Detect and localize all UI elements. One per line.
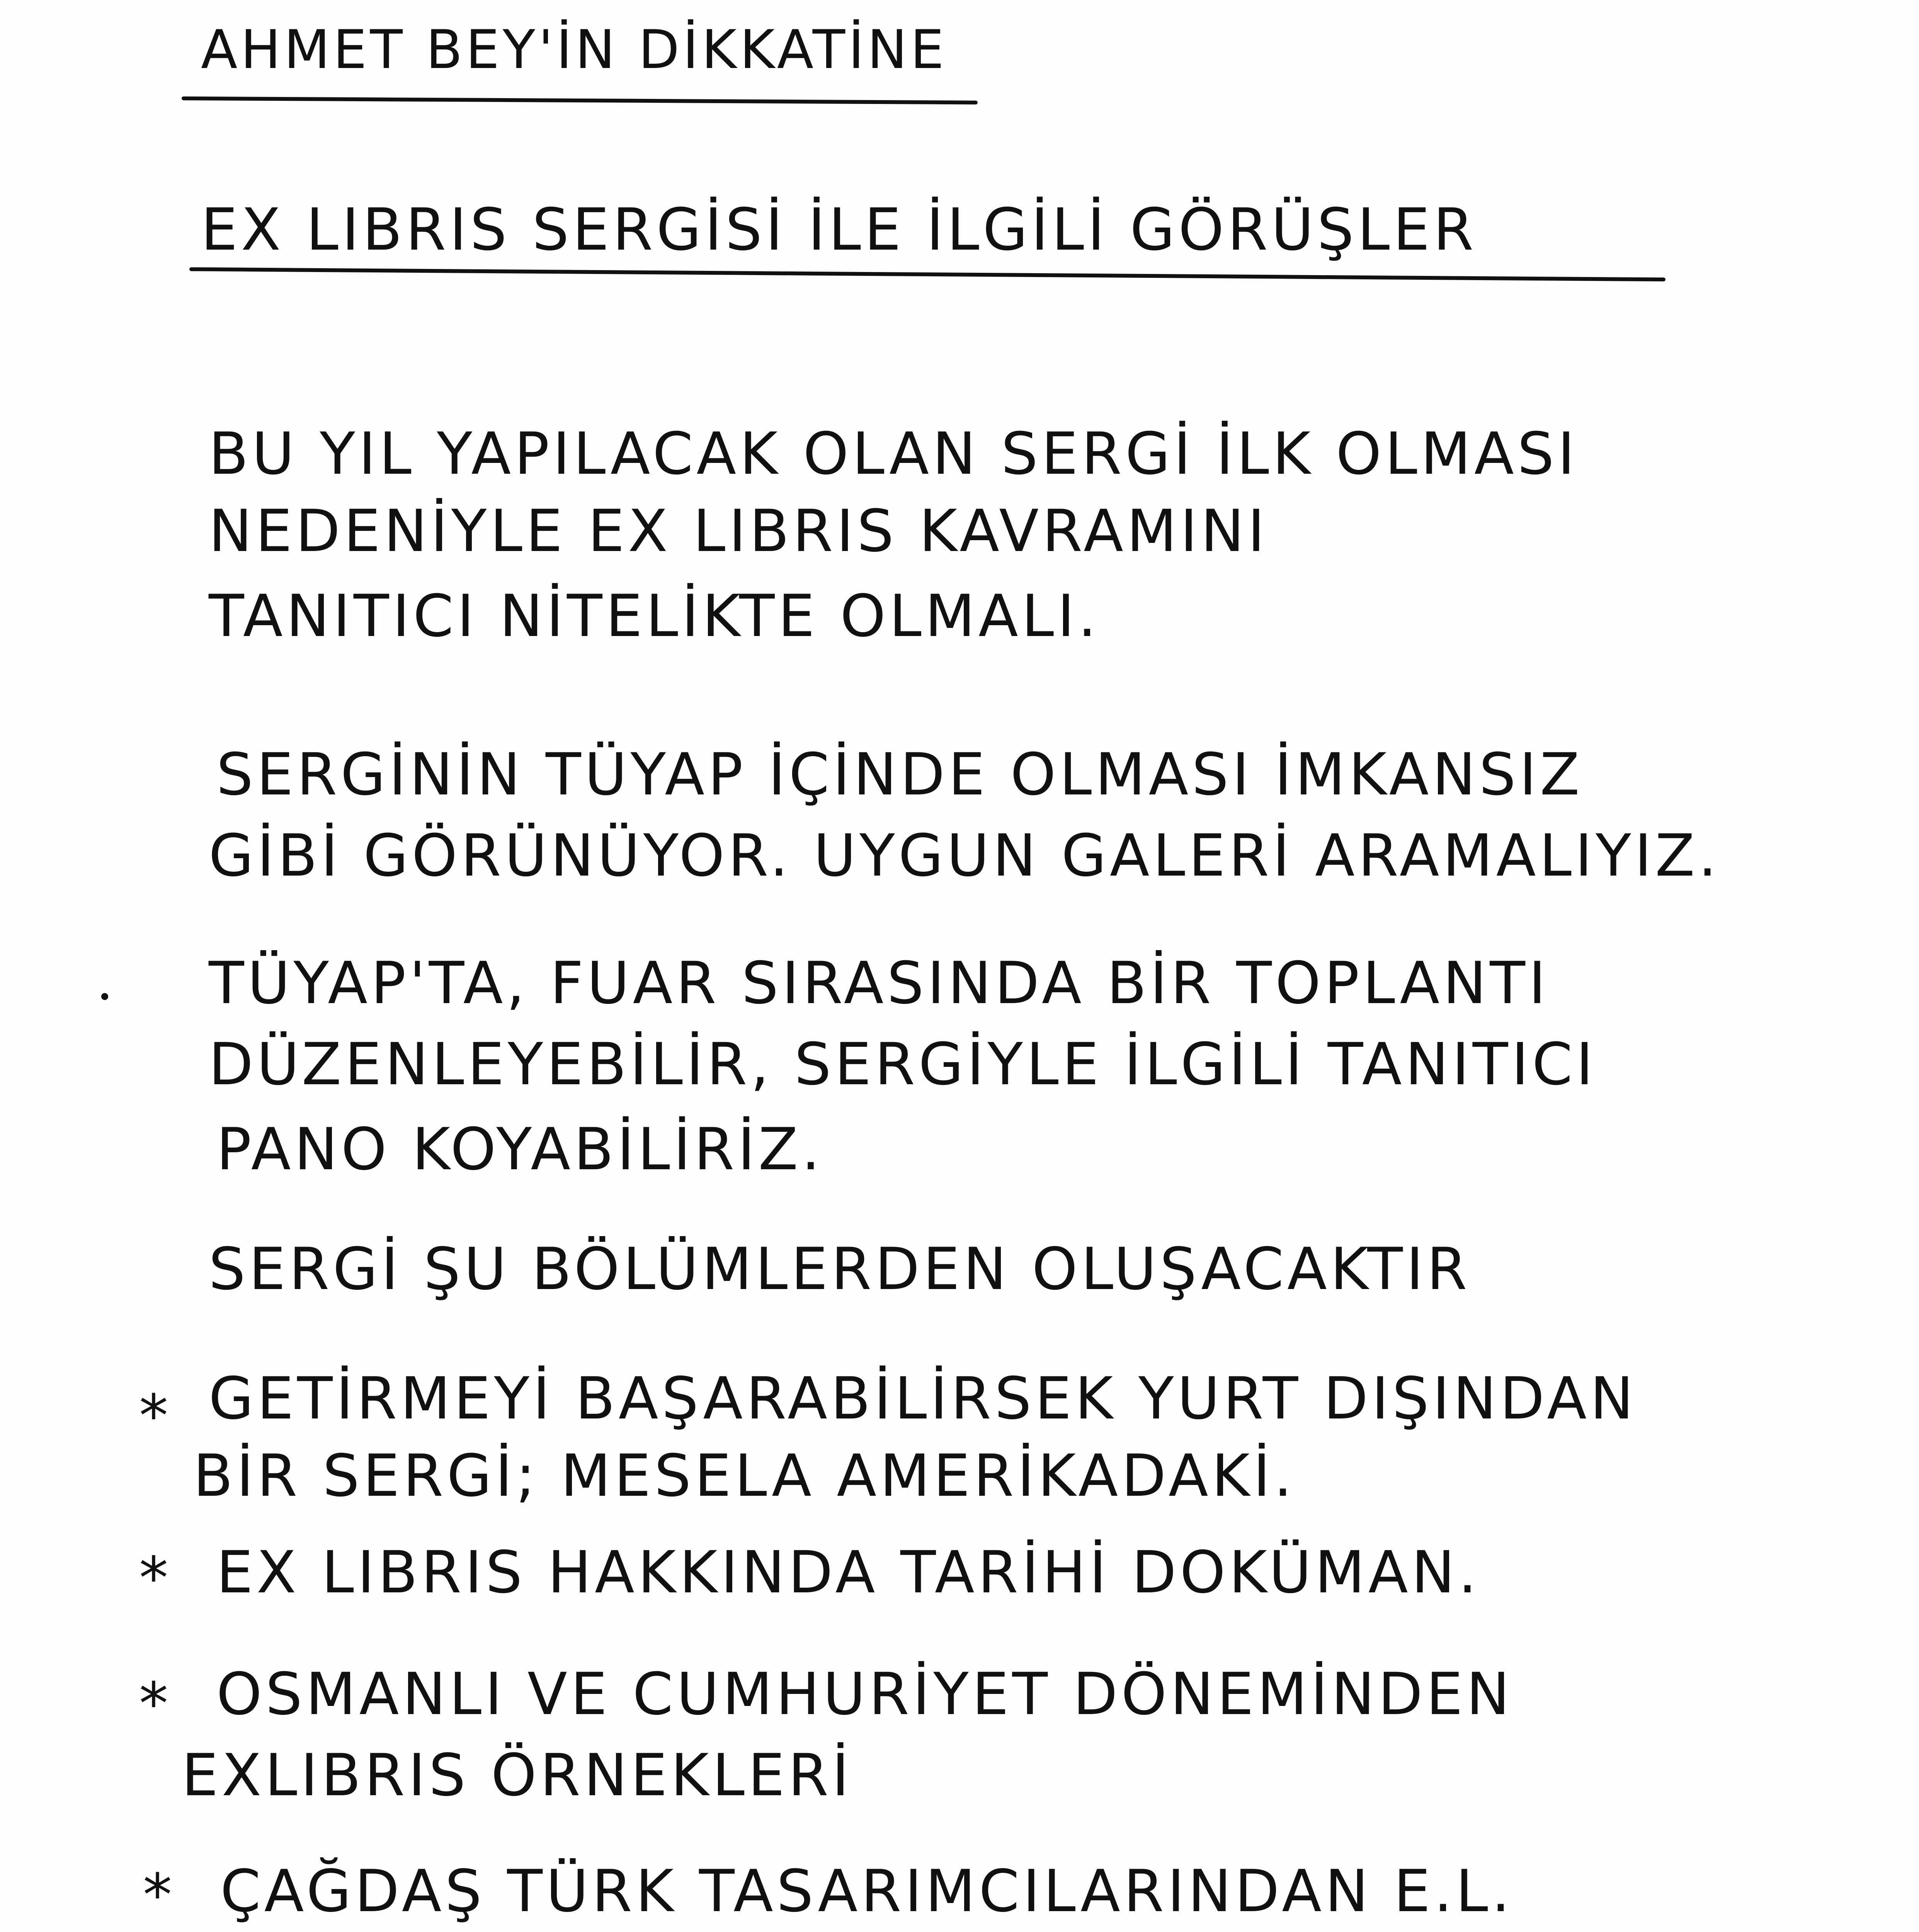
paragraph-1-line-2: NEDENİYLE EX LIBRIS KAVRAMINI xyxy=(209,498,1268,565)
asterisk-icon: * xyxy=(139,1545,168,1612)
asterisk-icon: * xyxy=(139,1670,168,1738)
paragraph-2-line-2: GİBİ GÖRÜNÜYOR. UYGUN GALERİ ARAMALIYIZ. xyxy=(209,822,1720,889)
sections-intro: SERGİ ŞU BÖLÜMLERDEN OLUŞACAKTIR xyxy=(209,1236,1471,1303)
bullet-3-line-2: EXLIBRIS ÖRNEKLERİ xyxy=(182,1742,853,1809)
bullet-3-line-1: OSMANLI VE CUMHURİYET DÖNEMİNDEN xyxy=(216,1661,1513,1728)
paragraph-1-line-3: TANITICI NİTELİKTE OLMALI. xyxy=(209,583,1100,650)
asterisk-icon: * xyxy=(139,1383,168,1450)
paragraph-2-line-1: SERGİNİN TÜYAP İÇİNDE OLMASI İMKANSIZ xyxy=(216,741,1583,808)
paragraph-1-line-1: BU YIL YAPILACAK OLAN SERGİ İLK OLMASI xyxy=(209,420,1579,488)
bullet-1-line-2: BİR SERGİ; MESELA AMERİKADAKİ. xyxy=(193,1442,1296,1510)
attention-underline xyxy=(182,97,978,105)
bullet-1-line-1: GETİRMEYİ BAŞARABİLİRSEK YURT DIŞINDAN xyxy=(209,1365,1637,1432)
asterisk-icon: * xyxy=(143,1862,172,1929)
document-title: EX LIBRIS SERGİSİ İLE İLGİLİ GÖRÜŞLER xyxy=(201,196,1477,264)
bullet-2-line-1: EX LIBRIS HAKKINDA TARİHİ DOKÜMAN. xyxy=(216,1539,1480,1606)
paragraph-3-line-2: DÜZENLEYEBİLİR, SERGİYLE İLGİLİ TANITICI xyxy=(209,1031,1597,1098)
paragraph-3-line-1: TÜYAP'TA, FUAR SIRASINDA BİR TOPLANTI xyxy=(209,950,1550,1017)
stray-ink-dot xyxy=(101,993,108,1000)
attention-line: AHMET BEY'İN DİKKATİNE xyxy=(201,19,948,81)
title-underline xyxy=(189,267,1666,282)
paragraph-3-line-3: PANO KOYABİLİRİZ. xyxy=(216,1116,823,1183)
bullet-4-line-1: ÇAĞDAŞ TÜRK TASARIMCILARINDAN E.L. xyxy=(220,1858,1514,1925)
